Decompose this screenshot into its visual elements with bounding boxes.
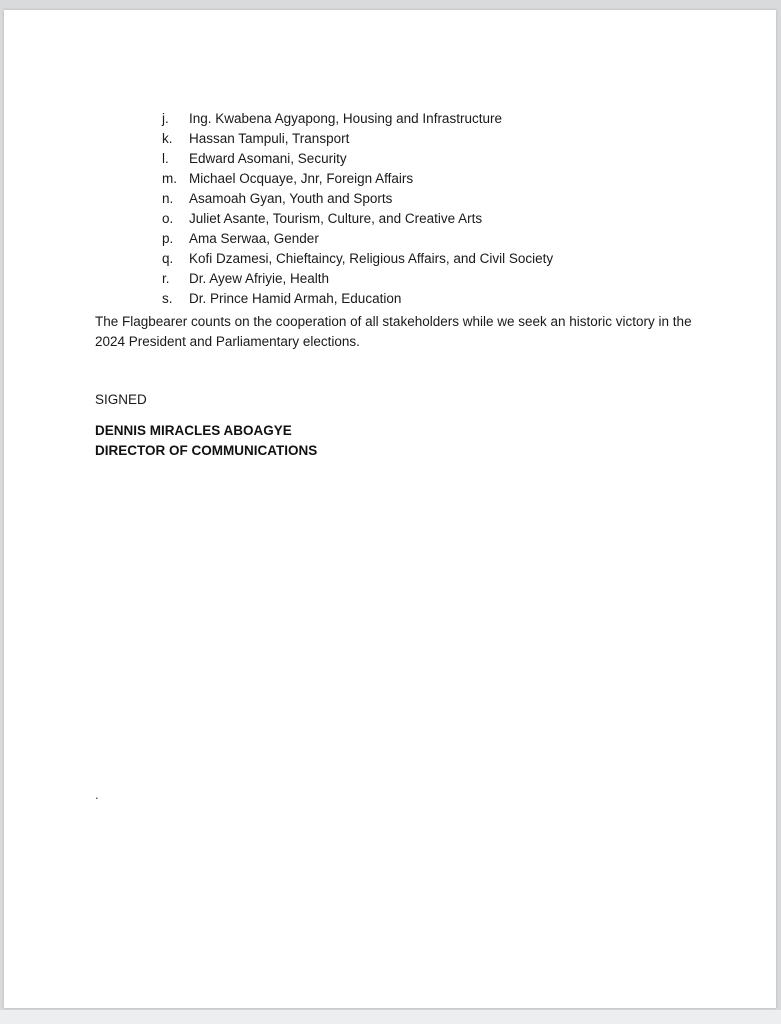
list-item-text: Ing. Kwabena Agyapong, Housing and Infrastructure xyxy=(189,111,502,126)
list-item xyxy=(162,289,553,309)
signed-label: SIGNED xyxy=(95,392,147,407)
list-item xyxy=(162,269,553,289)
list-item xyxy=(162,229,553,249)
list-marker: q. xyxy=(162,251,174,266)
list-item xyxy=(162,209,553,229)
list-item-text: Dr. Ayew Afriyie, Health xyxy=(189,271,330,286)
list-item-text: Hassan Tampuli, Transport xyxy=(189,131,350,146)
signatory-name: DENNIS MIRACLES ABOAGYE xyxy=(95,423,292,438)
list-item xyxy=(162,249,553,269)
signatory-title: DIRECTOR OF COMMUNICATIONS xyxy=(95,443,318,458)
footer-mark: . xyxy=(95,787,99,802)
list-marker: p. xyxy=(162,231,174,246)
appointee-list xyxy=(162,109,553,309)
list-item-text: Ama Serwaa, Gender xyxy=(189,231,319,246)
list-item-text: Juliet Asante, Tourism, Culture, and Creative Arts xyxy=(189,211,483,226)
list-item-text: Michael Ocquaye, Jnr, Foreign Affairs xyxy=(189,171,414,186)
list-item-text: Asamoah Gyan, Youth and Sports xyxy=(189,191,393,206)
list-marker: l. xyxy=(162,151,169,166)
list-item-text: Edward Asomani, Security xyxy=(189,151,347,166)
list-marker: r. xyxy=(162,271,170,286)
list-item xyxy=(162,169,553,189)
list-item-text: Dr. Prince Hamid Armah, Education xyxy=(189,291,402,306)
list-marker: j. xyxy=(162,111,169,126)
list-marker: n. xyxy=(162,191,174,206)
bottom-bar xyxy=(0,1010,781,1024)
list-marker: o. xyxy=(162,211,174,226)
list-item-text: Kofi Dzamesi, Chieftaincy, Religious Affairs, and Civil Society xyxy=(189,251,554,266)
list-item xyxy=(162,189,553,209)
list-marker: s. xyxy=(162,291,173,306)
list-item xyxy=(162,149,553,169)
list-item xyxy=(162,129,553,149)
list-item xyxy=(162,109,553,129)
list-marker: m. xyxy=(162,171,177,186)
closing-paragraph: The Flagbearer counts on the cooperation of all stakeholders while we seek an historic victory in the 2024 President and Parliamentary elections. xyxy=(95,314,692,349)
list-marker: k. xyxy=(162,131,173,146)
signature-block xyxy=(95,421,317,461)
document-page xyxy=(4,10,776,1008)
